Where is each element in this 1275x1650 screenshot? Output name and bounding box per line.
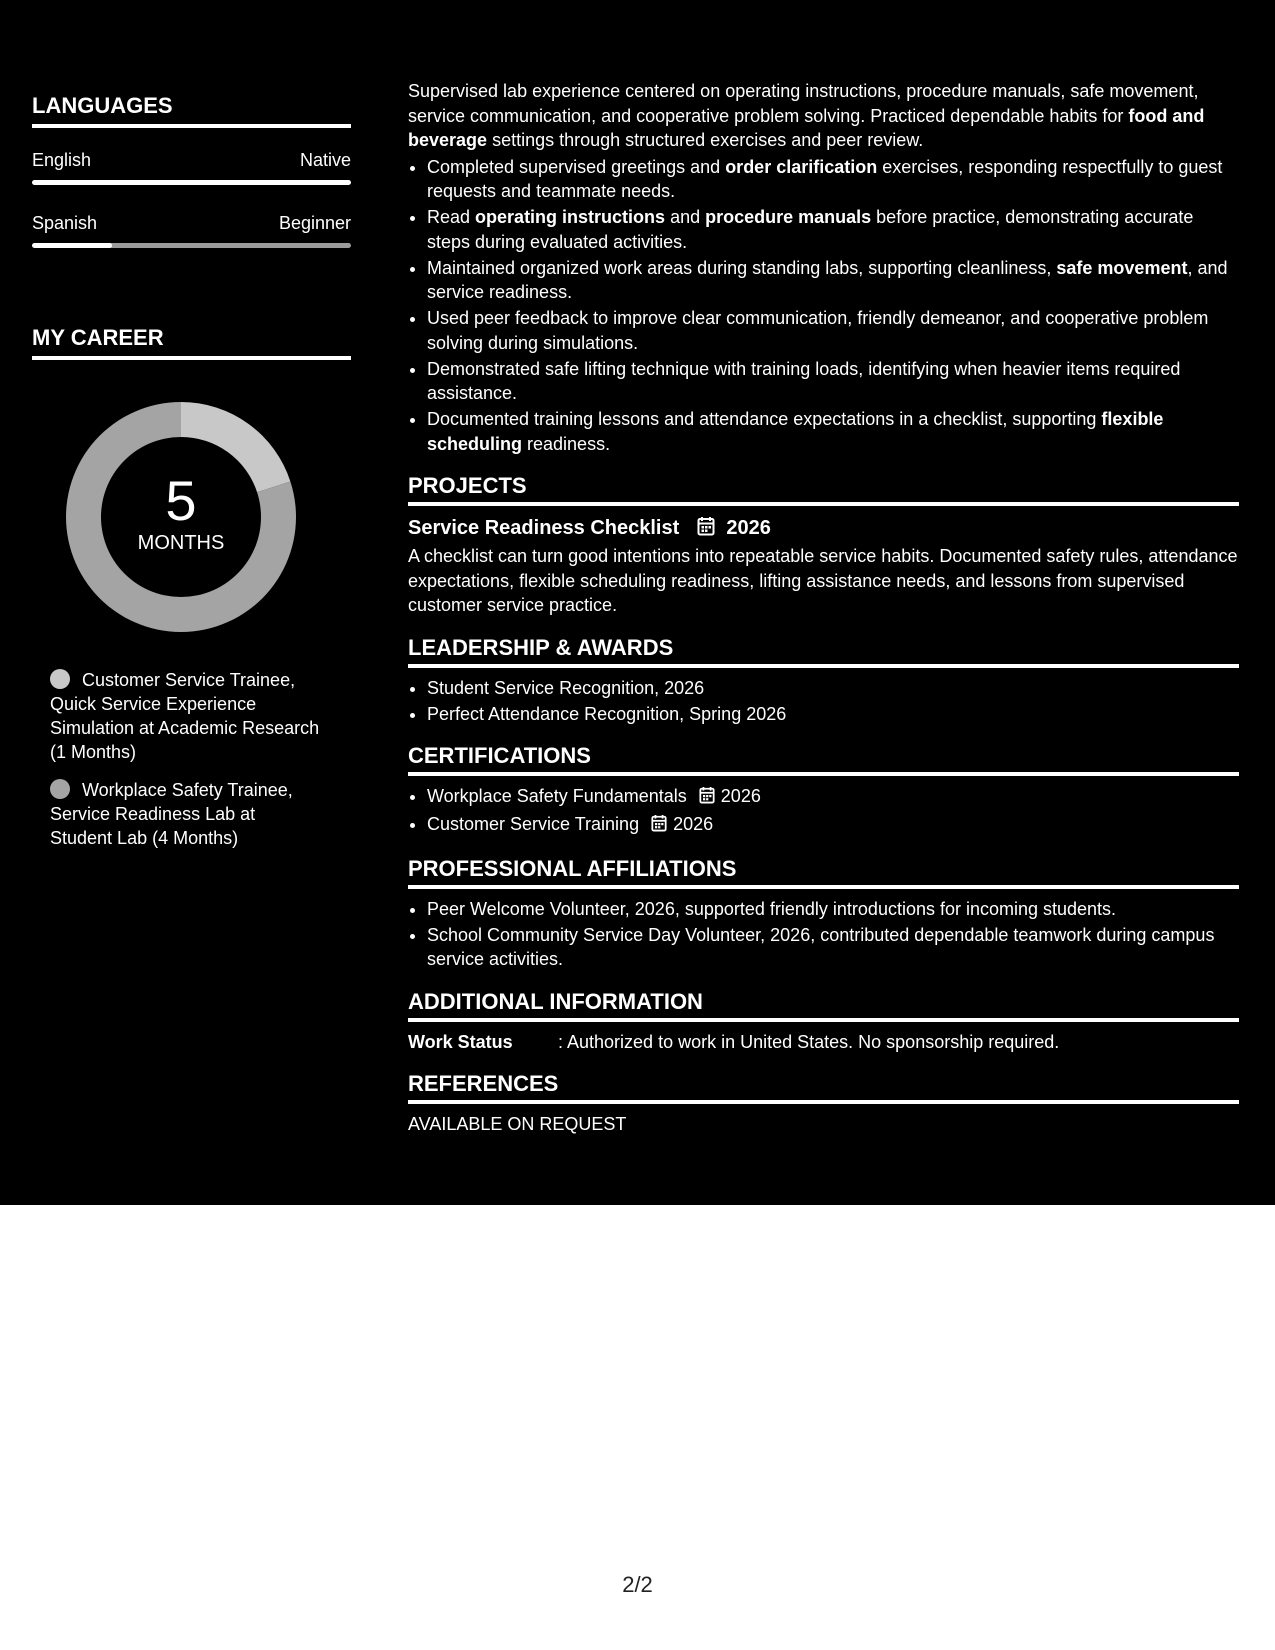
project-year: 2026 bbox=[726, 517, 771, 539]
experience-bullet: • Used peer feedback to improve clear communication, friendly demeanor, and cooperative problem solving during simulations. bbox=[427, 306, 1239, 355]
right-column bbox=[408, 79, 1239, 1137]
legend-dot-icon bbox=[50, 669, 70, 689]
certifications-list bbox=[408, 784, 1239, 839]
career-legend-item bbox=[50, 778, 320, 850]
calendar-icon bbox=[699, 786, 715, 811]
work-status-row bbox=[408, 1030, 1239, 1055]
work-status-label: Work Status bbox=[408, 1031, 513, 1052]
certification-item bbox=[427, 784, 1239, 811]
career-total-value: 5 bbox=[165, 469, 197, 532]
affiliation-item: • Peer Welcome Volunteer, 2026, supported friendly introductions for incoming students. bbox=[427, 897, 1239, 922]
leadership-item: • Student Service Recognition, 2026 bbox=[427, 676, 1239, 701]
experience-bullet: • Maintained organized work areas during standing labs, supporting cleanliness, safe movement, and service readiness. bbox=[427, 256, 1239, 305]
affiliations-heading: PROFESSIONAL AFFILIATIONS bbox=[408, 855, 1239, 889]
experience-bullets bbox=[408, 155, 1239, 457]
language-name: Spanish bbox=[32, 213, 98, 233]
leadership-item: • Perfect Attendance Recognition, Spring 2026 bbox=[427, 702, 1239, 727]
language-name: English bbox=[32, 150, 92, 170]
additional-info-heading: ADDITIONAL INFORMATION bbox=[408, 988, 1239, 1022]
affiliations-list bbox=[408, 897, 1239, 972]
language-row-spanish bbox=[32, 211, 351, 248]
language-level: Native bbox=[299, 150, 351, 170]
project-title: Service Readiness Checklist bbox=[408, 517, 680, 539]
experience-bullet: • Demonstrated safe lifting technique with training loads, identifying when heavier items required assistance. bbox=[427, 357, 1239, 406]
experience-bullet: • Completed supervised greetings and order clarification exercises, responding respectfully to guest requests and teammate needs. bbox=[427, 155, 1239, 204]
certification-item bbox=[427, 812, 1239, 839]
career-legend bbox=[50, 668, 320, 850]
work-status-value: : Authorized to work in United States. No sponsorship required. bbox=[558, 1031, 1060, 1052]
language-bar bbox=[32, 243, 351, 248]
projects-heading: PROJECTS bbox=[408, 472, 1239, 506]
references-text: AVAILABLE ON REQUEST bbox=[408, 1114, 627, 1134]
experience-bullet: • Read operating instructions and procedure manuals before practice, demonstrating accurate steps during evaluated activities. bbox=[427, 205, 1239, 254]
calendar-icon bbox=[651, 814, 667, 839]
leadership-heading: LEADERSHIP & AWARDS bbox=[408, 634, 1239, 668]
certification-year: 2026 bbox=[673, 814, 714, 834]
certification-year: 2026 bbox=[720, 786, 761, 806]
language-bar-fill bbox=[32, 243, 112, 248]
career-heading: MY CAREER bbox=[32, 324, 351, 360]
legend-dot-icon bbox=[50, 779, 70, 799]
certification-name: Workplace Safety Fundamentals bbox=[427, 786, 687, 806]
career-legend-label: Workplace Safety Trainee, Service Readiness Lab at Student Lab (4 Months) bbox=[50, 780, 293, 848]
career-total-unit: MONTHS bbox=[137, 532, 225, 554]
references-heading: REFERENCES bbox=[408, 1070, 1239, 1104]
leadership-list bbox=[408, 676, 1239, 727]
project-description: A checklist can turn good intentions into repeatable service habits. Documented safety rules, attendance expectations, flexible scheduling readiness, lifting assistance needs, and lessons from supervised customer service practice. bbox=[408, 546, 1238, 615]
language-level: Beginner bbox=[278, 213, 351, 233]
left-column bbox=[32, 92, 351, 864]
certifications-heading: CERTIFICATIONS bbox=[408, 742, 1239, 776]
page-number: 2/2 bbox=[622, 1572, 653, 1597]
donut-center bbox=[66, 402, 296, 632]
career-legend-item bbox=[50, 668, 320, 764]
language-row-english bbox=[32, 148, 351, 185]
certification-name: Customer Service Training bbox=[427, 814, 640, 834]
language-bar bbox=[32, 180, 351, 185]
calendar-icon bbox=[697, 516, 715, 544]
career-donut-chart bbox=[66, 402, 296, 632]
career-legend-label: Customer Service Trainee, Quick Service Experience Simulation at Academic Research (1 Months) bbox=[50, 670, 320, 762]
language-bar-fill bbox=[32, 180, 351, 185]
affiliation-item: • School Community Service Day Volunteer, 2026, contributed dependable teamwork during campus service activities. bbox=[427, 923, 1239, 972]
experience-summary: Supervised lab experience centered on operating instructions, procedure manuals, safe movement, service communication, and cooperative problem solving. Practiced dependable habits for food and beverage settings through structured exercises and peer review. bbox=[408, 81, 1205, 150]
project-title-row bbox=[408, 514, 1239, 544]
languages-heading: LANGUAGES bbox=[32, 92, 351, 128]
experience-bullet: • Documented training lessons and attendance expectations in a checklist, supporting flexible scheduling readiness. bbox=[427, 407, 1239, 456]
